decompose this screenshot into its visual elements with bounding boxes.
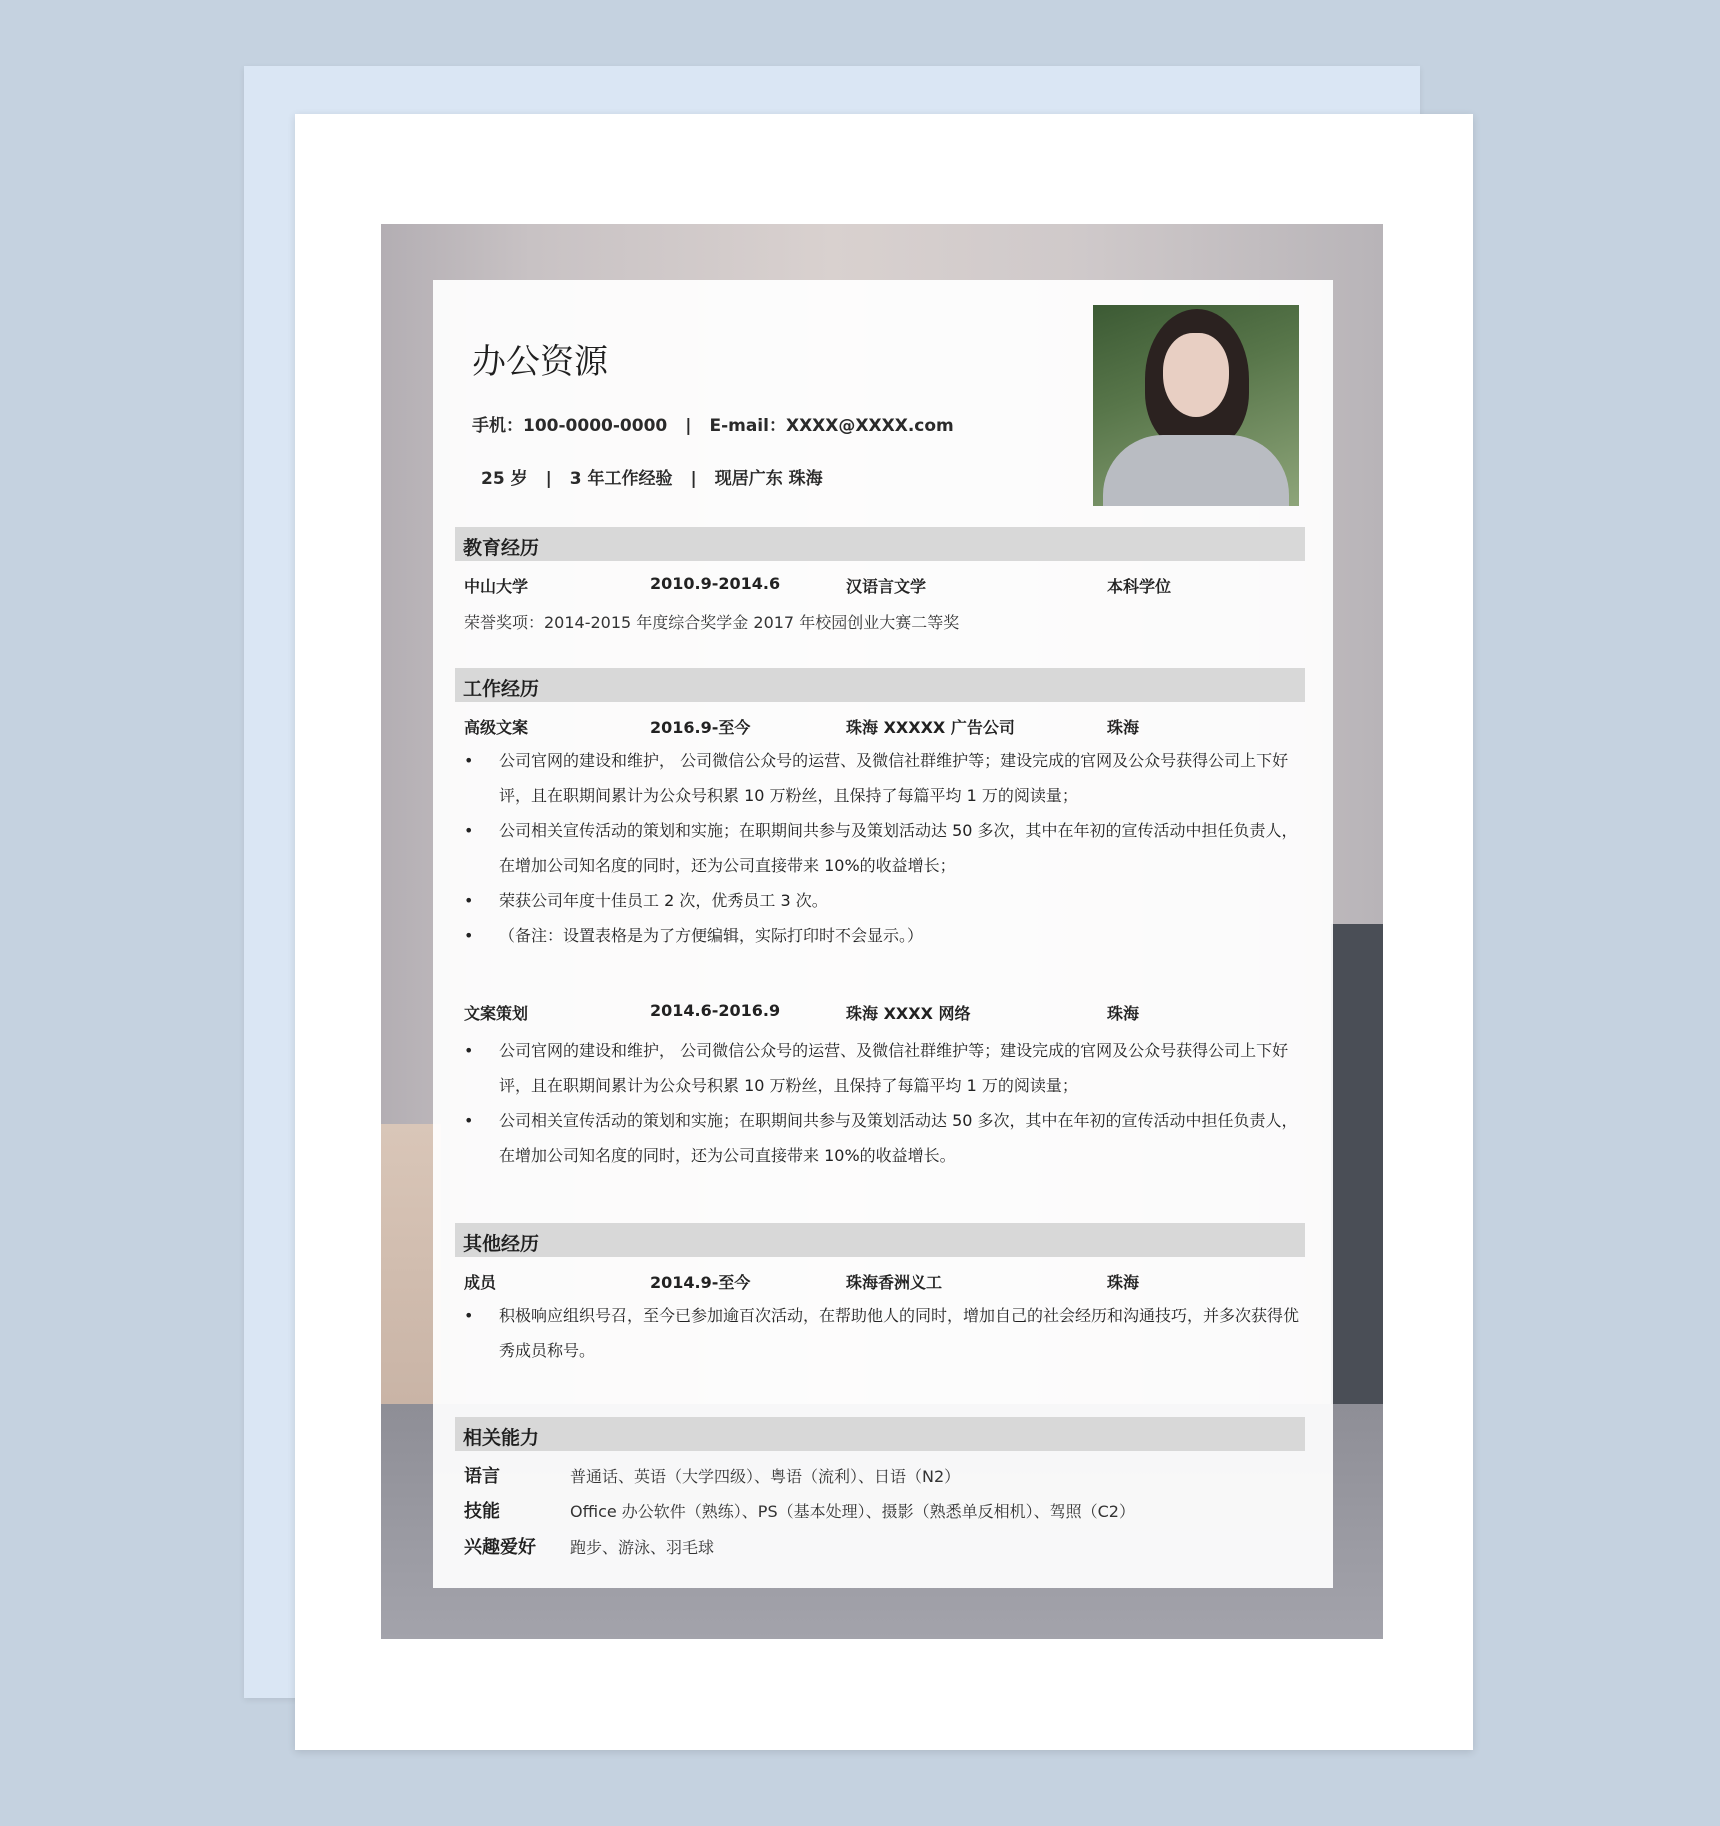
bullet-text: （备注：设置表格是为了方便编辑，实际打印时不会显示。）	[499, 926, 924, 945]
school: 中山大学	[464, 577, 529, 596]
skill-value: Office 办公软件（熟练）、PS（基本处理）、摄影（熟悉单反相机）、驾照（C2）	[570, 1502, 1135, 1521]
job-bullet	[464, 813, 1299, 883]
bullet-text: 公司官网的建设和维护， 公司微信公众号的运营、及微信社群维护等；建设完成的官网及公众号获得公司上下好评，且在职期间累计为公众号积累 10 万粉丝，且保持了每篇平均 1 万的阅读量；	[499, 751, 1289, 805]
job-bullet	[464, 883, 1299, 918]
section-work	[455, 668, 1305, 702]
skill-value: 普通话、英语（大学四级）、粤语（流利）、日语（N2）	[570, 1467, 961, 1486]
job-period: 2014.6-2016.9	[650, 1001, 781, 1020]
section-title: 其他经历	[463, 1233, 540, 1255]
bullet-dot: •	[464, 891, 474, 910]
job-city: 珠海	[1107, 1004, 1140, 1023]
location-text: 现居广东 珠海	[714, 469, 823, 489]
section-skills	[455, 1417, 1305, 1451]
job-role: 高级文案	[464, 718, 529, 737]
major: 汉语言文学	[846, 577, 927, 596]
background-lamp-glow	[381, 1124, 441, 1404]
skill-key: 技能	[464, 1501, 500, 1522]
job-period: 2016.9-至今	[650, 718, 751, 737]
bullet-text: 公司官网的建设和维护， 公司微信公众号的运营、及微信社群维护等；建设完成的官网及公众号获得公司上下好评，且在职期间累计为公众号积累 10 万粉丝，且保持了每篇平均 1 万的阅读量；	[499, 1041, 1289, 1095]
section-title: 相关能力	[463, 1427, 540, 1449]
honors-text: 荣誉奖项：2014-2015 年度综合奖学金 2017 年校园创业大赛二等奖	[464, 613, 960, 632]
bullet-dot: •	[464, 1041, 474, 1060]
contact-line	[472, 411, 954, 436]
photo-body	[1103, 435, 1289, 506]
bullet-dot: •	[464, 1111, 474, 1130]
email-text: E-mail：XXXX@XXXX.com	[709, 416, 954, 436]
other-org: 珠海香洲义工	[846, 1273, 943, 1292]
bullet-dot: •	[464, 1306, 474, 1325]
job-row	[464, 1001, 1304, 1027]
bullet-dot: •	[464, 926, 474, 945]
section-education	[455, 527, 1305, 561]
other-period: 2014.9-至今	[650, 1273, 751, 1292]
phone-text: 手机：100-0000-0000	[472, 416, 668, 436]
job-bullet	[464, 743, 1299, 813]
section-other	[455, 1223, 1305, 1257]
job-company: 珠海 XXXX 网络	[846, 1004, 971, 1023]
bullet-text: 公司相关宣传活动的策划和实施；在职期间共参与及策划活动达 50 多次，其中在年初的宣传活动中担任负责人，在增加公司知名度的同时，还为公司直接带来 10%的收益增长；	[499, 821, 1298, 875]
divider: |	[685, 416, 692, 436]
info-line	[481, 464, 823, 489]
resume-name: 办公资源	[472, 342, 608, 382]
period: 2010.9-2014.6	[650, 574, 781, 593]
job-bullet	[464, 1103, 1299, 1173]
skill-row-tech	[464, 1497, 1304, 1527]
bullet-dot: •	[464, 751, 474, 770]
bullet-text: 荣获公司年度十佳员工 2 次，优秀员工 3 次。	[499, 891, 828, 910]
divider: |	[545, 469, 552, 489]
degree: 本科学位	[1107, 577, 1172, 596]
skill-value: 跑步、游泳、羽毛球	[570, 1538, 715, 1557]
divider: |	[690, 469, 697, 489]
education-row	[464, 574, 1304, 600]
section-title: 教育经历	[463, 537, 540, 559]
skill-row-language	[464, 1462, 1304, 1492]
job-company: 珠海 XXXXX 广告公司	[846, 718, 1015, 737]
age-text: 25 岁	[481, 469, 528, 489]
skill-row-hobby	[464, 1533, 1304, 1563]
bullet-dot: •	[464, 821, 474, 840]
job-bullet	[464, 1033, 1299, 1103]
section-title: 工作经历	[463, 678, 540, 700]
other-bullet	[464, 1298, 1299, 1368]
job-row	[464, 715, 1304, 741]
profile-photo	[1093, 305, 1299, 506]
photo-face	[1163, 333, 1229, 417]
skill-key: 兴趣爱好	[464, 1537, 536, 1558]
background-monitor	[1331, 924, 1383, 1404]
other-city: 珠海	[1107, 1273, 1140, 1292]
other-row	[464, 1270, 1304, 1296]
resume-card	[433, 280, 1333, 1588]
job-bullet	[464, 918, 1299, 953]
experience-text: 3 年工作经验	[569, 469, 673, 489]
skill-key: 语言	[464, 1466, 500, 1487]
bullet-text: 公司相关宣传活动的策划和实施；在职期间共参与及策划活动达 50 多次，其中在年初的宣传活动中担任负责人，在增加公司知名度的同时，还为公司直接带来 10%的收益增长。	[499, 1111, 1298, 1165]
other-role: 成员	[464, 1273, 497, 1292]
bullet-text: 积极响应组织号召，至今已参加逾百次活动，在帮助他人的同时，增加自己的社会经历和沟通技巧，并多次获得优秀成员称号。	[499, 1306, 1300, 1360]
job-role: 文案策划	[464, 1004, 529, 1023]
job-city: 珠海	[1107, 718, 1140, 737]
